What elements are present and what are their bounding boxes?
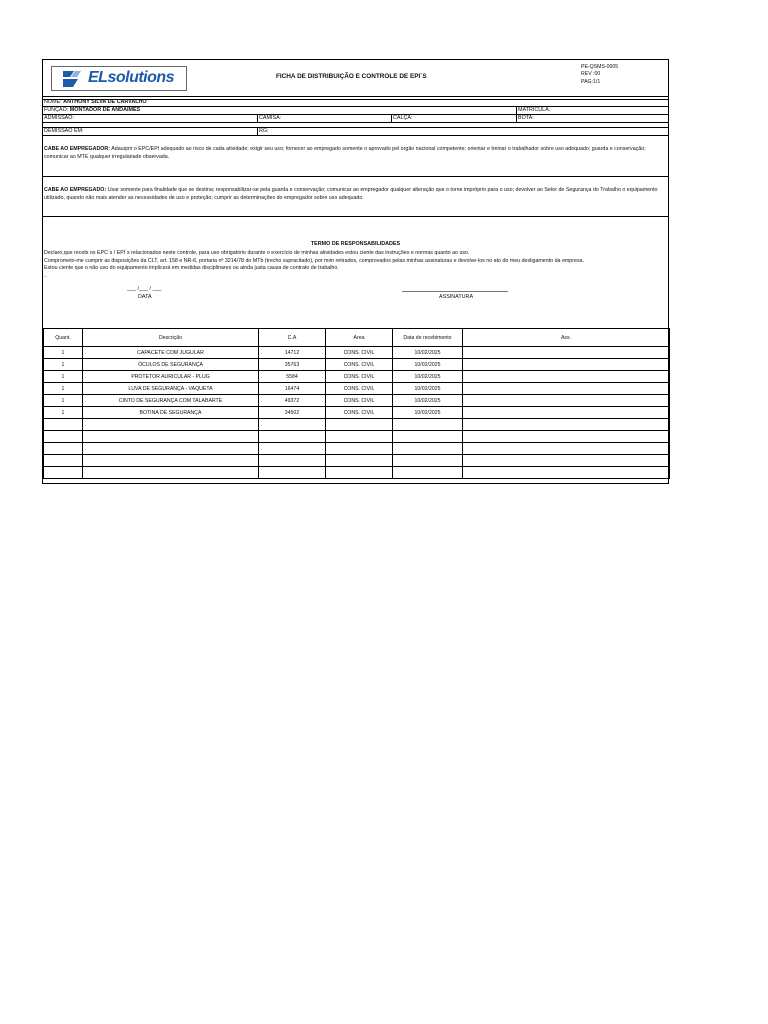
table-cell: CAPACETE COM JUGULAR [83,347,259,359]
table-cell [44,431,83,443]
divider [391,114,392,122]
table-cell: CONS. CIVIL [326,407,393,419]
table-cell [393,443,463,455]
table-cell [326,431,393,443]
table-cell [463,467,670,479]
table-row [44,467,670,479]
table-row [44,371,670,383]
table-row [44,443,670,455]
term-line: Comprometo-me cumprir as disposições da CLT, art. 158 e NR-6, portaria nº 3214/78 do MTb (trecho supracitado), por mim retirados, comprovados pelas minhas assinaturas e devolve-los no ato do meu desligamento da empresa. [44,257,585,264]
column-header: Quant. [44,329,83,347]
divider [43,114,668,115]
table-cell [463,431,670,443]
doc-code: PE-QSMS-0005 [581,64,619,70]
table-cell [83,419,259,431]
table-row [44,383,670,395]
admissao-label: ADMISSÃO: [44,115,74,121]
epi-items-table [43,328,670,479]
logo-mark-icon [60,69,84,89]
table-cell: CONS. CIVIL [326,371,393,383]
table-cell: 1 [44,371,83,383]
table-cell: 10/02/2025 [393,407,463,419]
divider [43,216,668,217]
table-row [44,455,670,467]
table-row [44,359,670,371]
table-cell: CINTO DE SEGURANÇA COM TALABARTE [83,395,259,407]
employee-duties-label: CABE AO EMPREGADO: [44,187,107,193]
table-cell: CONS. CIVIL [326,359,393,371]
table-row [44,419,670,431]
table-cell [463,407,670,419]
divider [43,127,668,128]
document-title: FICHA DE DISTRIBUIÇÃO E CONTROLE DE EPI´S [276,73,427,80]
table-cell: 1 [44,359,83,371]
funcao-label: FUNÇÃO: [44,107,69,113]
funcao-value: MONTADOR DE ANDAIMES [69,107,141,113]
table-cell [326,443,393,455]
table-cell: 1 [44,347,83,359]
column-header: C.A [259,329,326,347]
column-header: Area [326,329,393,347]
table-cell [259,431,326,443]
funcao-field [44,107,140,113]
calca-label: CALÇA: [393,115,413,121]
column-header: Ass. [463,329,670,347]
table-cell: 10/02/2025 [393,347,463,359]
table-cell [326,455,393,467]
table-cell [463,383,670,395]
table-cell [44,455,83,467]
divider [257,114,258,122]
table-cell [44,443,83,455]
table-cell [463,395,670,407]
employee-duties-text: Usar somente para finalidade que se destina; responsabilizar-se pela guarda e conservação; comunicar ao empregador qualquer alteração que o torne impróprio para o uso; devolver ao Setor de Segurança do Trabalho o equipamento utilizado, quando não mais atender as necessidades de uso e proteção; cumprir as determinações do empregador sobre uso adequado. [44,187,658,201]
table-row [44,407,670,419]
table-cell: 10/02/2025 [393,395,463,407]
table-cell [463,359,670,371]
table-cell [393,419,463,431]
table-cell: PROTETOR AURICULAR - PLUG [83,371,259,383]
employer-duties [44,146,666,162]
table-cell [259,467,326,479]
table-cell [463,419,670,431]
nome-field [44,99,147,105]
nome-value: ANTHONY SILVA DE CARVALHO [63,99,147,105]
date-blank: ___ /___ / ___ [127,286,162,292]
document-meta [581,64,618,86]
table-cell: CONS. CIVIL [326,383,393,395]
table-cell [393,467,463,479]
form-header [43,60,668,97]
employee-duties [44,187,666,203]
company-logo [51,66,187,91]
table-row [44,431,670,443]
table-row [44,347,670,359]
table-cell: 1 [44,407,83,419]
nome-label: NOME: [44,99,62,105]
table-cell [44,419,83,431]
term-line: Estou ciente que o não uso do equipamento implicará em medidas disciplinares ou ainda justa causa de contrato de trabalho. [44,265,339,272]
table-cell: 10/02/2025 [393,359,463,371]
camisa-label: CAMISA: [259,115,282,121]
table-cell: 10/02/2025 [393,383,463,395]
table-cell: CONS. CIVIL [326,347,393,359]
table-cell: CONS. CIVIL [326,395,393,407]
table-cell [83,455,259,467]
table-cell: 35763 [259,359,326,371]
table-cell: 34502 [259,407,326,419]
term-title: TERMO DE RESPONSABILIDADES [310,241,401,247]
table-cell: 10/02/2025 [393,371,463,383]
table-cell [326,467,393,479]
table-cell [259,419,326,431]
table-cell [463,371,670,383]
table-cell: 14712 [259,347,326,359]
signature-line [402,291,508,292]
doc-page: PAG:1/1 [581,78,601,85]
table-cell: 5584 [259,371,326,383]
table-cell [83,467,259,479]
table-cell [463,455,670,467]
table-cell [44,467,83,479]
table-cell [463,347,670,359]
employer-duties-text: Adauqirir o EPC/EPI adequado ao risco de cada atividade; exigir seu uso; fornecer ao empregado somente o aprovado pel orgão nacional competente; orientar e treinar o trabalhador sobre uso adequado; guarda e conservação; comunicar ao MTE qualquer irregulariade observada. [44,146,646,160]
logo-text: ELsolutions [88,69,175,86]
table-cell: 16474 [259,383,326,395]
table-cell [259,455,326,467]
term-line: Declaro,que recebi os EPC´s / EPI´s relacionados neste controle, para uso obrigatório durante o exercício de minhas atividades estou ciente das instruções e normas quanto ao uso. [44,250,470,256]
divider [516,106,517,122]
table-cell [326,419,393,431]
table-cell [259,443,326,455]
divider [43,176,668,177]
table-cell [83,431,259,443]
divider [257,127,258,135]
column-header: Descrição [83,329,259,347]
table-cell [463,443,670,455]
term-line: .. [44,272,47,279]
rg-label: RG: [259,128,269,134]
table-cell: ÓCULOS DE SEGURANÇA [83,359,259,371]
table-row [44,395,670,407]
signature-label: ASSINATURA [439,294,474,300]
date-label: DATA [138,294,152,300]
demissao-label: DEMISSÃO EM: [44,128,84,134]
doc-revision: REV :00 [581,71,601,78]
bota-label: BOTA: [518,115,534,121]
term-text [44,250,666,280]
column-header: Data de recebimento [393,329,463,347]
divider [43,122,668,123]
table-cell: 49372 [259,395,326,407]
table-header-row [44,329,670,347]
table-cell: 1 [44,395,83,407]
table-cell [393,431,463,443]
table-cell [83,443,259,455]
epi-form-sheet [42,59,669,484]
divider [43,135,668,136]
table-cell [393,455,463,467]
employer-duties-label: CABE AO EMPREGADOR: [44,146,111,152]
table-body [44,347,670,479]
table-cell: LUVA DE SEGURANÇA - VAQUETA [83,383,259,395]
matricula-label: MATRÍCULA: [518,107,551,113]
table-cell: 1 [44,383,83,395]
table-cell: BOTINA DE SEGURANÇA [83,407,259,419]
